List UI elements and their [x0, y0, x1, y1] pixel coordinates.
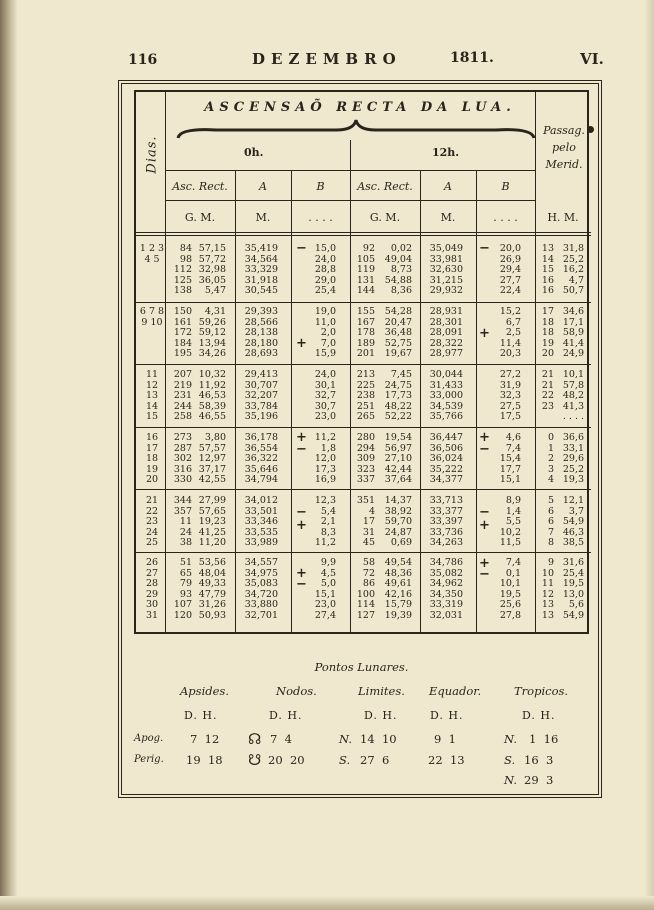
hour-12-label: 12h.	[432, 146, 460, 159]
table-title: ASCENSAÕ RECTA DA LUA.	[204, 100, 516, 115]
a12-values: 33,713 33,377 33,397 33,736 34,263	[429, 495, 463, 548]
apogee-equator: 9 1	[434, 732, 456, 746]
year: 1811.	[450, 50, 494, 66]
ra0-degrees: 344 357 11 24 38	[173, 495, 192, 548]
b12-sign-plus: +	[479, 518, 490, 533]
b12-sign: +	[479, 326, 490, 341]
unit-a-12: M.	[440, 211, 456, 224]
perigee-apsides: 19 18	[186, 753, 223, 767]
unit-b-0: . . . .	[308, 211, 333, 224]
b12-values: 27,2 31,9 32,3 27,5 17,5	[499, 369, 521, 422]
ra12-minutes: 49,54 48,36 49,61 42,16 15,79 19,39	[384, 557, 412, 621]
moon-right-ascension-table	[134, 90, 589, 634]
b0-sign-plus: +	[296, 518, 307, 533]
a-12-header: A	[444, 180, 452, 193]
lunar-points-section	[134, 646, 589, 786]
day-numbers: 1 2 3 4 5	[139, 243, 165, 265]
extra-tropic-symbol: N.	[504, 773, 517, 787]
a12-values: 30,044 31,433 33,000 34,539 35,766	[429, 369, 463, 422]
ra12-minutes: 19,54 56,97 27,10 42,44 37,64	[384, 432, 412, 485]
ra0-minutes: 27,99 57,65 19,23 41,25 11,20	[198, 495, 226, 548]
page-number: 116	[128, 52, 158, 68]
a0-values: 34,557 34,975 35,083 34,720 33,880 32,701	[244, 557, 278, 621]
a12-values: 35,049 33,981 32,630 31,215 29,932	[429, 243, 463, 296]
b12-sign-minus: −	[479, 567, 490, 582]
limits-header: Limites.	[358, 684, 405, 698]
transit-hours: 5 6 6 7 8	[547, 495, 554, 548]
perigee-tropic-symbol: S.	[504, 753, 516, 767]
ra0-degrees: 84 98 112 125 138	[173, 243, 192, 296]
transit-minutes: 31,6 25,4 19,5 13,0 5,6 54,9	[562, 557, 584, 621]
perigee-limits: 27 6	[360, 753, 390, 767]
equator-units: D. H.	[430, 709, 464, 722]
b0-values: 9,9 4,5 5,0 15,1 23,0 27,4	[314, 557, 336, 621]
days-column-label: Dias.	[144, 134, 160, 174]
b0-sign-minus: −	[296, 577, 307, 592]
transit-minutes: 36,6 33,1 29,6 25,2 19,3	[562, 432, 584, 485]
ra12-degrees: 58 72 86 100 114 127	[356, 557, 375, 621]
unit-b-12: . . . .	[493, 211, 518, 224]
tropics-units: D. H.	[522, 709, 556, 722]
meridian-transit-label: Passag. pelo Merid.	[543, 124, 585, 171]
ra0-minutes: 53,56 48,04 49,33 47,79 31,26 50,93	[198, 557, 226, 621]
ra12-minutes: 0,02 49,04 8,73 54,88 8,36	[384, 243, 412, 296]
b12-values: 7,4 0,1 10,1 19,5 25,6 27,8	[499, 557, 521, 621]
a12-values: 34,786 35,082 34,962 34,350 33,319 32,031	[429, 557, 463, 621]
b0-sign: +	[296, 566, 307, 581]
bullet-icon	[587, 126, 594, 133]
nodes-units: D. H.	[269, 709, 303, 722]
tropics-header: Tropicos.	[514, 684, 569, 698]
transit-minutes: 10,1 57,8 48,2 41,3 . . . .	[562, 369, 584, 422]
ra12-degrees: 155 167 178 189 201	[356, 306, 375, 359]
day-numbers: 16 17 18 19 20	[145, 432, 159, 485]
apsides-units: D. H.	[184, 709, 218, 722]
apsides-header: Apsides.	[180, 684, 229, 698]
nodes-header: Nodos.	[276, 684, 317, 698]
a0-values: 36,178 36,554 36,322 35,646 34,794	[244, 432, 278, 485]
b12-sign: −	[479, 505, 490, 520]
day-numbers: 11 12 13 14 15	[145, 369, 159, 422]
a12-values: 36,447 36,506 36,024 35,222 34,377	[429, 432, 463, 485]
perigee-limit-symbol: S.	[339, 753, 351, 767]
ra12-minutes: 14,37 38,92 59,70 24,87 0,69	[384, 495, 412, 548]
apogee-limits: 14 10	[360, 732, 397, 746]
transit-hours: 0 1 2 3 4	[547, 432, 554, 485]
b-12-header: B	[501, 180, 510, 193]
b12-sign: +	[479, 556, 490, 571]
ra0-degrees: 150 161 172 184 195	[173, 306, 192, 359]
page-edge	[644, 0, 654, 910]
month-title: DEZEMBRO	[252, 50, 402, 68]
transit-hours: 17 18 18 19 20	[541, 306, 554, 359]
b0-values: 11,2 1,8 12,0 17,3 16,9	[314, 432, 336, 485]
day-numbers: 26 27 28 29 30 31	[145, 557, 159, 621]
ra12-degrees: 280 294 309 323 337	[356, 432, 375, 485]
extra-tropics: 29 3	[524, 773, 554, 787]
transit-minutes: 34,6 17,1 58,9 41,4 24,9	[562, 306, 584, 359]
a0-values: 34,012 33,501 33,346 33,535 33,989	[244, 495, 278, 548]
b12-sign: −	[479, 241, 490, 256]
ascending-node-icon: ☊	[248, 730, 262, 748]
unit-asc-0: G. M.	[184, 211, 216, 224]
ra0-minutes: 3,80 57,57 12,97 37,17 42,55	[198, 432, 226, 485]
b12-sign: +	[479, 430, 490, 445]
lunar-points-title: Pontos Lunares.	[314, 660, 409, 674]
ra0-minutes: 10,32 11,92 46,53 58,39 46,55	[198, 369, 226, 422]
ra0-degrees: 273 287 302 316 330	[173, 432, 192, 485]
a0-values: 29,413 30,707 32,207 33,784 35,196	[244, 369, 278, 422]
ra12-degrees: 213 225 238 251 265	[356, 369, 375, 422]
b0-values: 15,0 24,0 28,8 29,0 25,4	[314, 243, 336, 296]
day-numbers: 21 22 23 24 25	[145, 495, 159, 548]
apogee-tropics: 1 16	[529, 732, 559, 746]
page-bottom-edge	[0, 896, 654, 910]
a0-values: 35,419 34,564 33,329 31,918 30,545	[244, 243, 278, 296]
descending-node-icon: ☋	[248, 751, 262, 769]
ra12-minutes: 7,45 24,75 17,73 48,22 52,22	[384, 369, 412, 422]
apogee-limit-symbol: N.	[339, 732, 352, 746]
apogee-apsides: 7 12	[190, 732, 220, 746]
transit-hours: 21 21 22 23	[541, 369, 554, 412]
b0-values: 19,0 11,0 2,0 7,0 15,9	[314, 306, 336, 359]
b0-values: 12,3 5,4 2,1 8,3 11,2	[314, 495, 336, 548]
b12-values: 20,0 26,9 29,4 27,7 22,4	[499, 243, 521, 296]
limits-units: D. H.	[364, 709, 398, 722]
equator-header: Equador.	[429, 684, 482, 698]
ra12-degrees: 92 105 119 131 144	[356, 243, 375, 296]
a0-values: 29,393 28,566 28,138 28,180 28,693	[244, 306, 278, 359]
section-number: VI.	[580, 50, 604, 68]
b0-sign: +	[296, 336, 307, 351]
b0-sign: −	[296, 505, 307, 520]
b-0-header: B	[316, 180, 325, 193]
perigee-equator: 22 13	[428, 753, 465, 767]
hour-0-label: 0h.	[244, 146, 264, 159]
unit-asc-12: G. M.	[369, 211, 401, 224]
day-numbers: 6 7 8 9 10	[139, 306, 165, 328]
unit-transit: H. M.	[547, 211, 579, 224]
brace-icon	[176, 118, 536, 142]
table-frame	[118, 80, 602, 798]
ra0-degrees: 51 65 79 93 107 120	[173, 557, 192, 621]
asc-rect-12-header: Asc. Rect.	[357, 180, 413, 193]
b0-sign: +	[296, 430, 307, 445]
asc-rect-0-header: Asc. Rect.	[172, 180, 228, 193]
perigee-label: Perig.	[134, 754, 164, 765]
b0-values: 24,0 30,1 32,7 30,7 23,0	[314, 369, 336, 422]
a-0-header: A	[259, 180, 267, 193]
ra12-degrees: 351 4 17 31 45	[356, 495, 375, 548]
transit-hours: 9 10 11 12 13 13	[541, 557, 554, 621]
perigee-tropics: 16 3	[524, 753, 554, 767]
transit-minutes: 31,8 25,2 16,2 4,7 50,7	[562, 243, 584, 296]
ra0-minutes: 57,15 57,72 32,98 36,05 5,47	[198, 243, 226, 296]
apogee-label: Apog.	[134, 733, 164, 744]
ra12-minutes: 54,28 20,47 36,48 52,75 19,67	[384, 306, 412, 359]
transit-hours: 13 14 15 16 16	[541, 243, 554, 296]
perigee-nodes: 20 20	[268, 753, 305, 767]
b12-sign-minus: −	[479, 442, 490, 457]
apogee-nodes: 7 4	[270, 732, 292, 746]
b12-values: 15,2 6,7 2,5 11,4 20,3	[499, 306, 521, 359]
b12-values: 8,9 1,4 5,5 10,2 11,5	[499, 495, 521, 548]
transit-minutes: 12,1 3,7 54,9 46,3 38,5	[562, 495, 584, 548]
ra0-minutes: 4,31 59,26 59,12 13,94 34,26	[198, 306, 226, 359]
unit-a-0: M.	[255, 211, 271, 224]
apogee-tropic-symbol: N.	[504, 732, 517, 746]
b0-sign-minus: −	[296, 442, 307, 457]
page-header	[128, 50, 608, 74]
b12-values: 4,6 7,4 15,4 17,7 15,1	[499, 432, 521, 485]
b0-sign: −	[296, 241, 307, 256]
ra0-degrees: 207 219 231 244 258	[173, 369, 192, 422]
page-gutter	[0, 0, 18, 910]
a12-values: 28,931 28,301 28,091 28,322 28,977	[429, 306, 463, 359]
